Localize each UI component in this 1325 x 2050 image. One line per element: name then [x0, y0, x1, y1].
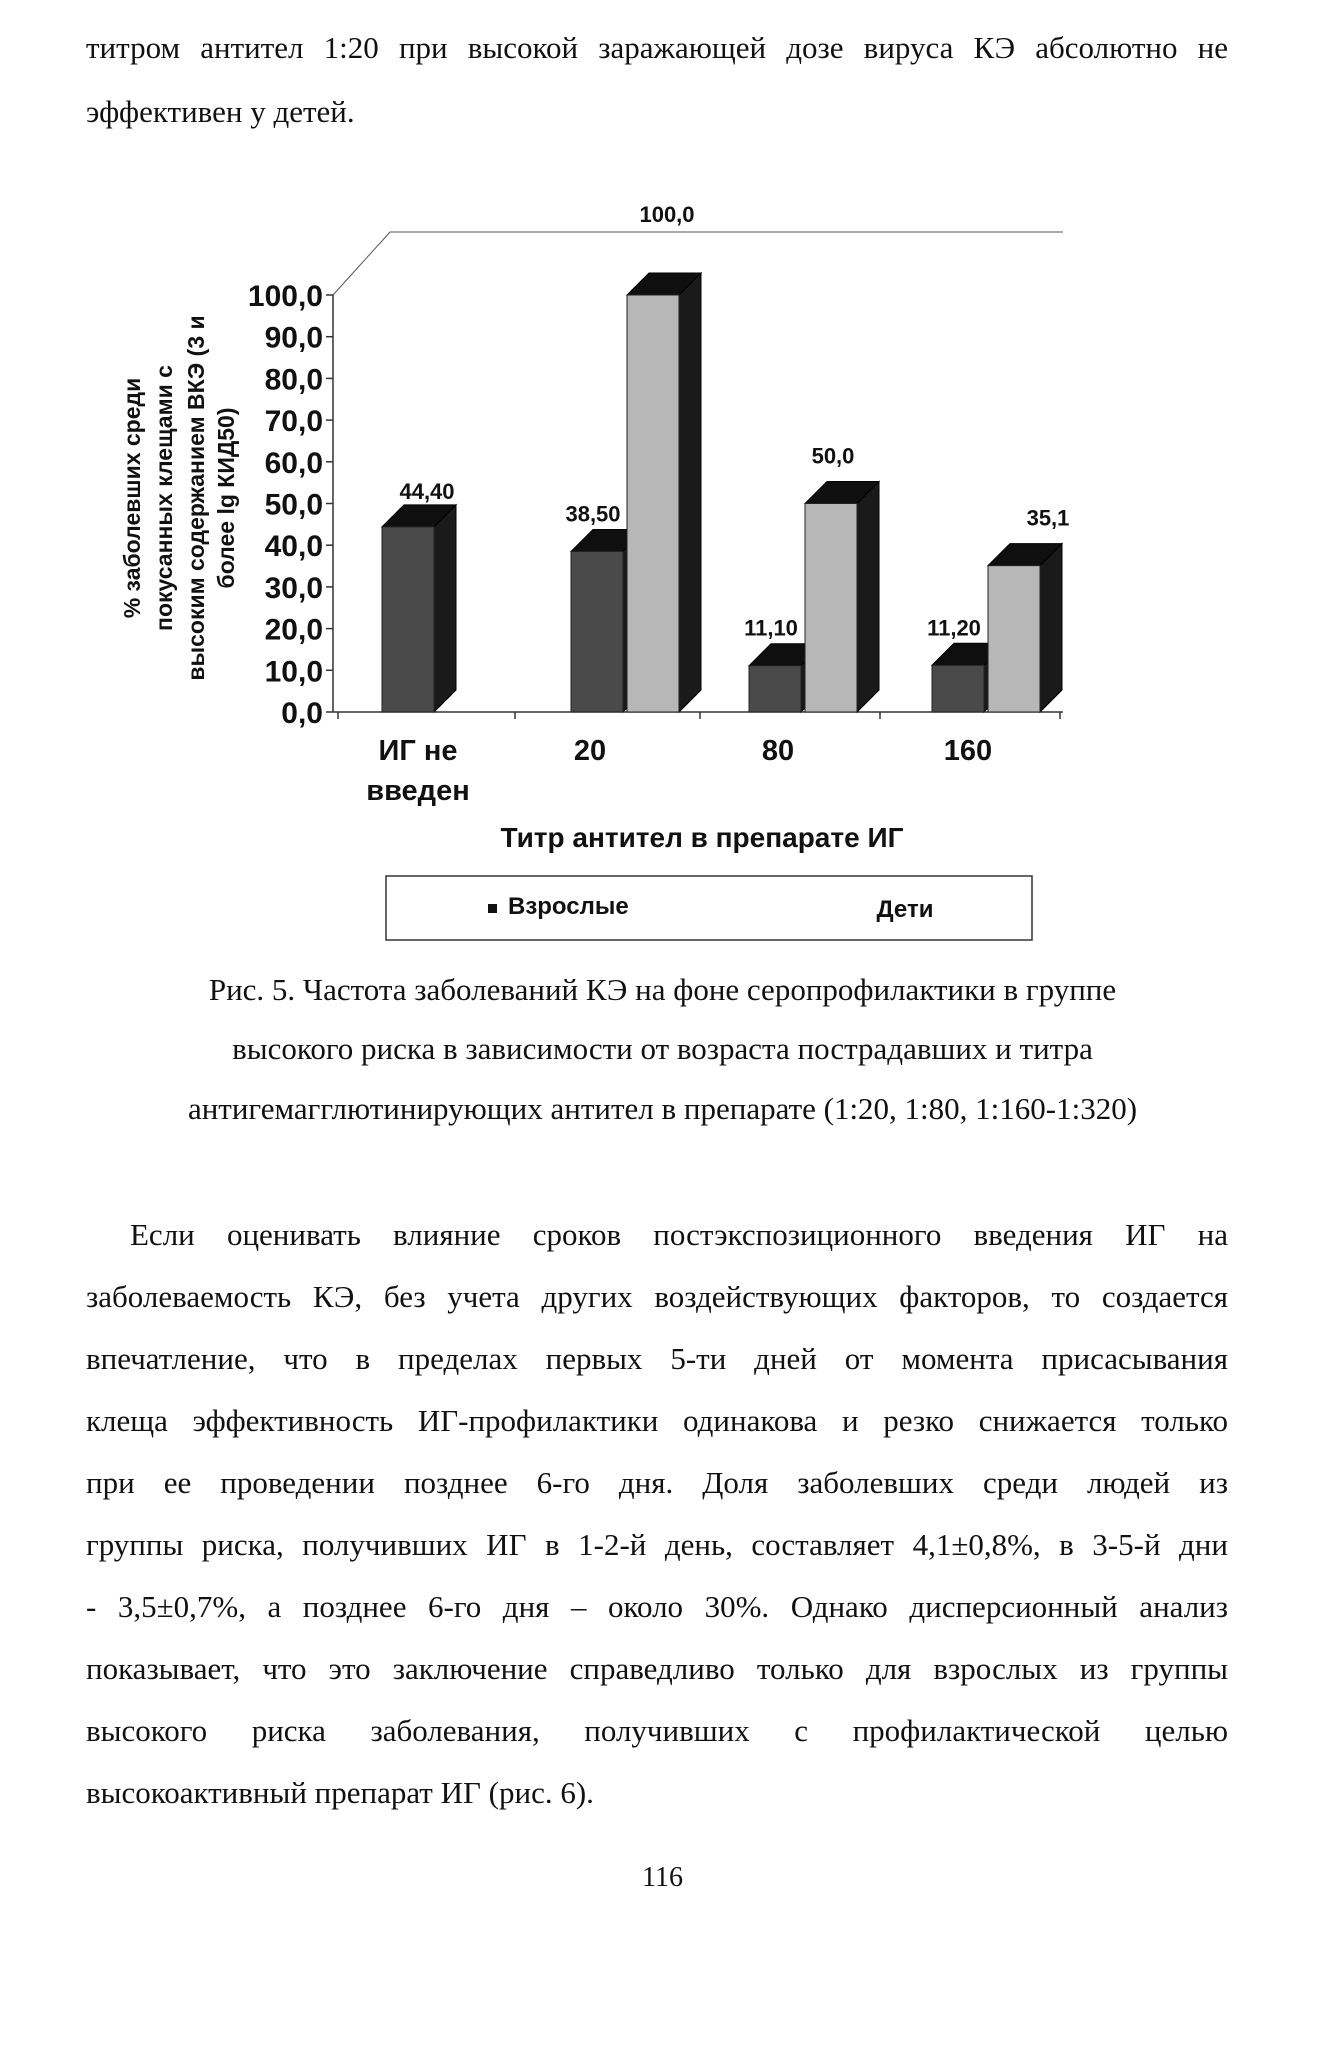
legend-marker-adults: [488, 904, 497, 913]
data-label-children: 50,0: [811, 443, 855, 469]
figure-caption-line: антигемагглютинирующих антител в препарате (1:20, 1:80, 1:160-1:320): [187, 1091, 1138, 1126]
data-label-children: 100,0: [639, 202, 695, 227]
page-number: 116: [642, 1862, 683, 1893]
x-tick-label: 80: [761, 735, 795, 767]
y-tick-label: 50,0: [264, 488, 323, 522]
y-tick-label: 90,0: [264, 321, 323, 355]
bar-children: [988, 566, 1040, 712]
bar-adults: [382, 527, 434, 712]
axis-connector: [333, 232, 390, 295]
paragraph-line: группы риска, получивших ИГ в 1-2-й день, составляет 4,1±0,8%, в 3-5-й дни: [86, 1527, 1228, 1562]
bar-adults: [571, 551, 623, 712]
bar-children-side: [857, 482, 879, 713]
paragraph-line: заболеваемость КЭ, без учета других воздействующих факторов, то создается: [86, 1279, 1228, 1314]
paragraph-line: высокоактивный препарат ИГ (рис. 6).: [86, 1775, 594, 1810]
y-axis-label: % заболевших среди: [119, 377, 145, 619]
paragraph-line: при ее проведении позднее 6-го дня. Доля заболевших среди людей из: [86, 1465, 1228, 1500]
y-axis-label: высоким содержанием ВКЭ (3 и: [183, 315, 209, 681]
y-tick-label: 100,0: [247, 280, 323, 313]
data-label-adults: 11,20: [927, 615, 981, 641]
x-tick-label: введен: [366, 775, 470, 807]
paragraph-line: показывает, что это заключение справедливо только для взрослых из группы: [86, 1651, 1228, 1686]
body-text-line: эффективен у детей.: [86, 94, 355, 129]
legend-box: [386, 876, 1032, 940]
y-tick-label: 40,0: [264, 530, 323, 564]
bar-chart: [0, 0, 1325, 960]
data-label-adults: 38,50: [565, 501, 621, 527]
data-label-adults: 44,40: [399, 478, 455, 504]
x-tick-label: ИГ не: [378, 735, 458, 767]
y-tick-label: 10,0: [264, 655, 323, 689]
figure-caption-line: высокого риска в зависимости от возраста пострадавших и титра: [232, 1031, 1093, 1066]
bar-children-side: [1040, 544, 1062, 712]
x-tick-label: 20: [573, 735, 607, 767]
paragraph-line: клеща эффективность ИГ-профилактики одинакова и резко снижается только: [86, 1403, 1228, 1438]
x-axis-label: Титр антител в препарате ИГ: [500, 822, 904, 853]
y-axis-label: более lg КИД50): [213, 407, 239, 589]
bar-adults: [749, 666, 801, 712]
paragraph-line: высокого риска заболевания, получивших с профилактической целью: [86, 1713, 1228, 1748]
y-tick-label: 0,0: [281, 697, 323, 730]
bar-children: [805, 504, 857, 713]
y-tick-label: 20,0: [264, 613, 323, 647]
legend-label-children: Дети: [876, 896, 934, 923]
y-tick-label: 60,0: [264, 446, 323, 480]
data-label-adults: 11,10: [744, 615, 798, 641]
x-tick-label: 160: [943, 735, 993, 767]
y-tick-label: 30,0: [264, 571, 323, 605]
data-label-children: 35,1: [1026, 505, 1070, 531]
body-text-line: титром антител 1:20 при высокой заражающей дозе вируса КЭ абсолютно не: [86, 30, 1228, 65]
legend-label-adults: Взрослые: [508, 893, 629, 920]
y-tick-label: 70,0: [264, 405, 323, 439]
paragraph-line: - 3,5±0,7%, а позднее 6-го дня – около 30%. Однако дисперсионный анализ: [86, 1589, 1228, 1624]
y-tick-label: 80,0: [264, 363, 323, 397]
paragraph-line: Если оценивать влияние сроков постэкспозиционного введения ИГ на: [130, 1217, 1228, 1252]
bar-adults: [932, 665, 984, 712]
figure-caption-line: Рис. 5. Частота заболеваний КЭ на фоне серопрофилактики в группе: [208, 972, 1117, 1007]
bar-children-side: [679, 273, 701, 712]
y-axis-label: покусанных клещами с: [151, 365, 177, 631]
bar-children: [627, 295, 679, 712]
paragraph-line: впечатление, что в пределах первых 5-ти дней от момента присасывания: [86, 1341, 1228, 1376]
bar-adults-side: [434, 505, 456, 712]
